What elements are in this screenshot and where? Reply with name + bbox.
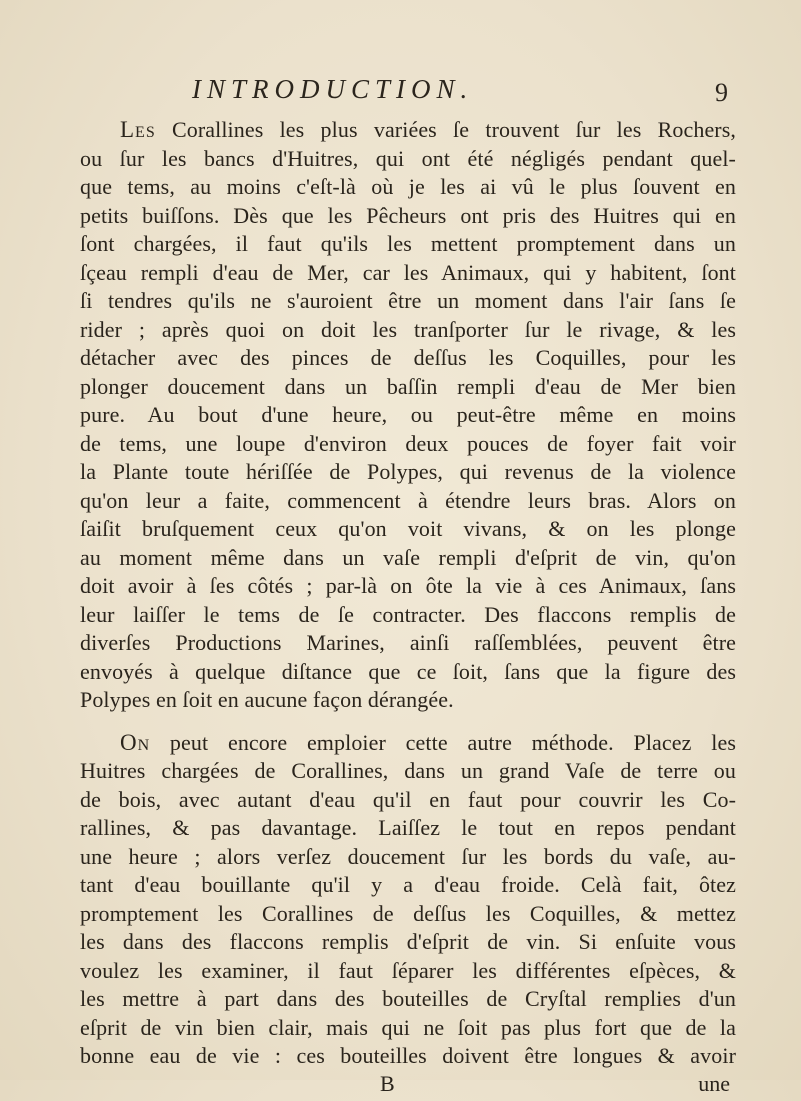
text-line: ſaiſit bruſquement ceux qu'on voit vivans, & on les plonge	[80, 516, 736, 541]
text-line: On peut encore emploier cette autre méthode. Placez les	[120, 729, 736, 755]
book-page	[80, 74, 736, 1101]
text-line: de bois, avec autant d'eau qu'il en faut pour couvrir les Co-	[80, 786, 736, 812]
text-line: au moment même dans un vaſe rempli d'eſprit de vin, qu'on	[80, 544, 736, 570]
text-line: leur laiſſer le tems de ſe contracter. Des flaccons remplis de	[80, 601, 736, 627]
paragraph-lead: Les	[120, 117, 156, 142]
text-line: qu'on leur a faite, commencent à étendre leurs bras. Alors on	[80, 487, 736, 513]
text-line: Huitres chargées de Corallines, dans un grand Vaſe de terre ou	[80, 758, 736, 783]
text-line: la Plante toute hériſſée de Polypes, qui revenus de la violence	[80, 459, 736, 484]
text-line: ſi tendres qu'ils ne s'auroient être un moment dans l'air ſans ſe	[80, 288, 736, 313]
catchword: une	[698, 1070, 730, 1096]
text-line: Polypes en ſoit en aucune façon dérangée.	[80, 687, 454, 712]
text-line: Les Corallines les plus variées ſe trouvent ſur les Rochers,	[120, 117, 736, 142]
text-line: les mettre à part dans des bouteilles de Cryſtal remplies d'un	[80, 986, 736, 1011]
text-line: bonne eau de vie : ces bouteilles doivent être longues & avoir	[80, 1043, 736, 1068]
text-line: ſçeau rempli d'eau de Mer, car les Animaux, qui y habitent, ſont	[80, 259, 736, 285]
text-line: eſprit de vin bien clair, mais qui ne ſoit pas plus fort que de la	[80, 1014, 736, 1040]
text-line: une heure ; alors verſez doucement ſur les bords du vaſe, au-	[80, 843, 736, 869]
text-line: plonger doucement dans un baſſin rempli d'eau de Mer bien	[80, 373, 736, 399]
text-line: détacher avec des pinces de deſſus les Coquilles, pour les	[80, 345, 736, 370]
text-line: voulez les examiner, il faut ſéparer les différentes eſpèces, &	[80, 957, 736, 983]
page-number: 9	[715, 78, 728, 107]
text-line: ſont chargées, il faut qu'ils les mettent promptement dans un	[80, 231, 736, 256]
paragraph-lead: On	[120, 729, 151, 755]
signature-mark: B	[380, 1070, 395, 1096]
page-header	[80, 74, 736, 114]
text-line: envoyés à quelque diſtance que ce ſoit, ſans que la figure des	[80, 658, 736, 684]
text-line: tant d'eau bouillante qu'il y a d'eau froide. Celà fait, ôtez	[80, 872, 736, 897]
text-line: rallines, & pas davantage. Laiſſez le tout en repos pendant	[80, 815, 736, 840]
paragraph-1	[80, 116, 736, 715]
page-footer	[80, 1071, 736, 1101]
text-line: promptement les Corallines de deſſus les Coquilles, & mettez	[80, 900, 736, 926]
text-line: de tems, une loupe d'environ deux pouces de foyer fait voir	[80, 430, 736, 456]
paragraph-2	[80, 729, 736, 1071]
text-line: doit avoir à ſes côtés ; par-là on ôte la vie à ces Animaux, ſans	[80, 573, 736, 598]
text-line: petits buiſſons. Dès que les Pêcheurs ont pris des Huitres qui en	[80, 202, 736, 228]
text-line: les dans des flaccons remplis d'eſprit de vin. Si enſuite vous	[80, 929, 736, 954]
text-line: que tems, au moins c'eſt-là où je les ai vû le plus ſouvent en	[80, 174, 736, 199]
text-line: rider ; après quoi on doit les tranſporter ſur le rivage, & les	[80, 316, 736, 342]
text-line: ou ſur les bancs d'Huitres, qui ont été négligés pendant quel-	[80, 145, 736, 171]
text-line: diverſes Productions Marines, ainſi raſſemblées, peuvent être	[80, 630, 736, 655]
text-line: pure. Au bout d'une heure, ou peut-être même en moins	[80, 402, 736, 427]
running-head: INTRODUCTION.	[192, 74, 474, 104]
